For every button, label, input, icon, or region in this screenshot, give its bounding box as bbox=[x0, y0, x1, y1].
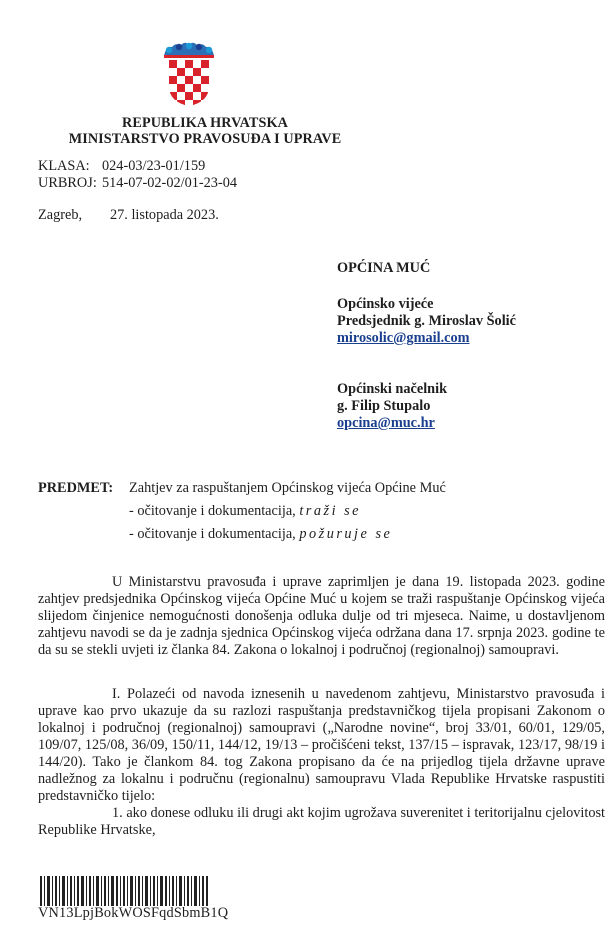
subject-item-emphasis: traži se bbox=[299, 503, 362, 519]
paragraph-text: 1. ako donese odluku ili drugi akt kojim ugrožava suverenitet i teritorijalnu cjelovitost Republike Hrvatske, bbox=[38, 805, 605, 838]
mayor-person: g. Filip Stupalo bbox=[337, 398, 431, 414]
subject-item-emphasis: požuruje se bbox=[299, 526, 393, 542]
urbroj-label: URBROJ: bbox=[38, 175, 97, 191]
recipient-mayor bbox=[337, 381, 447, 432]
paragraph-text: I. Polazeći od navoda iznesenih u navedenom zahtjevu, Ministarstvo pravosuđa i uprave kao prvo ukazuje da su razlozi raspuštanja predstavničkog tijela propisani Zakonom o lokalnoj i područnoj (regionalnoj) samoupravi („Narodne novine“, broj 33/01, 60/01, 129/05, 109/07, 125/08, 36/09, 150/11, 144/12, 19/13 – pročišćeni tekst, 137/15 – ispravak, 123/17, 98/19 i 144/20). Tako je člankom 84. tog Zakona propisano da će na prijedlog tijela državne uprave nadležnog za lokalnu i područnu (regionalnu) samoupravu Vlada Republike Hrvatske raspustiti predstavničko tijelo: bbox=[38, 686, 605, 804]
recipient-council bbox=[337, 296, 516, 347]
urbroj-line bbox=[38, 175, 237, 192]
republic-name: REPUBLIKA HRVATSKA bbox=[122, 115, 288, 131]
subject-item bbox=[38, 502, 446, 521]
place: Zagreb, bbox=[38, 207, 83, 223]
mayor-title: Općinski načelnik bbox=[337, 381, 448, 397]
subject-item-text: - očitovanje i dokumentacija, bbox=[129, 503, 300, 519]
council-title: Općinsko vijeće bbox=[337, 296, 434, 312]
date-line bbox=[38, 207, 219, 224]
klasa-label: KLASA: bbox=[38, 158, 90, 174]
klasa-value: 024-03/23-01/159 bbox=[102, 158, 206, 174]
letterhead bbox=[60, 115, 350, 147]
paragraph-text: U Ministarstvu pravosuđa i uprave zaprimljen je dana 19. listopada 2023. godine zahtjev predsjednika Općinskog vijeća Općine Muć u kojem se traži raspuštanje Općinskog vijeća slijedom činjenice nemogućnosti donošenja odluka dulje od tri mjeseca. Naime, u dostavljenom zahtjevu navodi se da je zadnja sjednica Općinskog vijeća održana dana 17. srpnja 2023. godine te da su se stekli uvjeti iz članka 84. Zakona o lokalnoj i područnoj (regionalnoj) samoupravi. bbox=[38, 574, 605, 658]
klasa-line bbox=[38, 158, 205, 175]
council-person: Predsjednik g. Miroslav Šolić bbox=[337, 313, 516, 329]
subject-title: Zahtjev za raspuštanjem Općinskog vijeća Općine Muć bbox=[129, 480, 446, 496]
subject-item bbox=[38, 525, 446, 544]
body-paragraph-2 bbox=[38, 686, 605, 839]
mayor-email-link[interactable]: opcina@muc.hr bbox=[337, 415, 435, 431]
subject-label: PREDMET: bbox=[38, 480, 114, 496]
body-paragraph-1 bbox=[38, 574, 605, 659]
croatian-coat-of-arms-icon bbox=[160, 38, 218, 106]
subject-item-text: - očitovanje i dokumentacija, bbox=[129, 526, 300, 542]
urbroj-value: 514-07-02-02/01-23-04 bbox=[102, 175, 238, 191]
barcode-text: VN13LpjBokWOSFqdSbmB1Q bbox=[38, 905, 229, 921]
barcode-icon bbox=[40, 876, 210, 906]
date: 27. listopada 2023. bbox=[110, 207, 219, 223]
recipient-org: OPĆINA MUĆ bbox=[337, 260, 431, 276]
ministry-name: MINISTARSTVO PRAVOSUĐA I UPRAVE bbox=[68, 131, 342, 147]
subject-block bbox=[38, 479, 446, 544]
council-email-link[interactable]: mirosolic@gmail.com bbox=[337, 330, 470, 346]
